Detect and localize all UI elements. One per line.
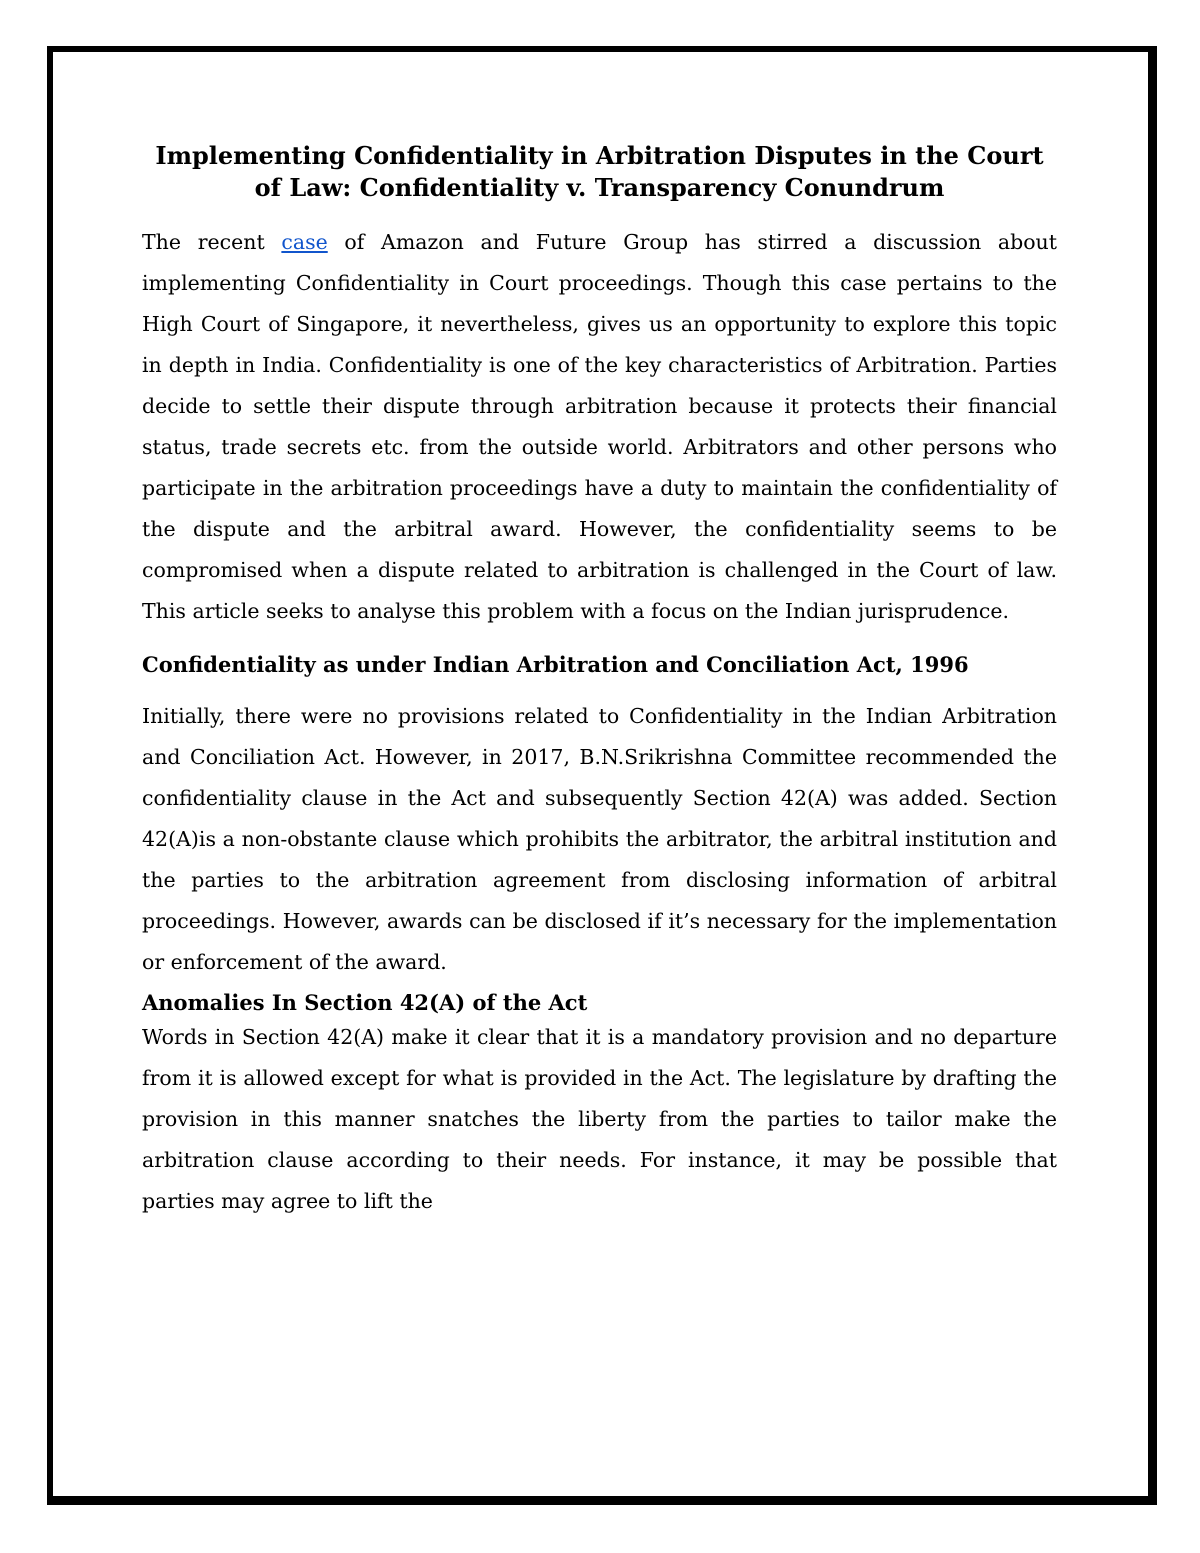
section-paragraph-anomalies: Words in Section 42(A) make it clear that it is a mandatory provision and no departure from it is allowed except for what is provided in the Act. The legislature by drafting the provision in this manner snatches the liberty from the parties to tailor make the arbitration clause according to their needs. For instance, it may be possible that parties may agree to lift the [142,1025,1057,1213]
section-heading-anomalies: Anomalies In Section 42(A) of the Act [142,990,588,1015]
section-paragraph-confidentiality: Initially, there were no provisions related to Confidentiality in the Indian Arbitration and Conciliation Act. However, in 2017, B.N.Srikrishna Committee recommended the confidentiality clause in the Act and subsequently Section 42(A) was added. Section 42(A)is a non-obstante clause which prohibits the arbitrator, the arbitral institution and the parties to the arbitration agreement from disclosing information of arbitral proceedings. However, awards can be disclosed if it’s necessary for the implementation or enforcement of the award. [142,704,1057,974]
section-heading-confidentiality: Confidentiality as under Indian Arbitration and Conciliation Act, 1996 [142,652,969,677]
document-title: Implementing Confidentiality in Arbitration Disputes in the Court of Law: Confidentiality v. Transparency Conundrum [155,141,1044,202]
case-link[interactable]: case [281,230,328,254]
intro-paragraph [142,222,1057,632]
document-body [142,140,1057,1222]
intro-text-rest: of Amazon and Future Group has stirred a discussion about implementing Confidentiality in Court proceedings. Though this case pertains to the High Court of Singapore, it nevertheless, gives us an opportunity to explore this topic in depth in India. Confidentiality is one of the key characteristics of Arbitration. Parties decide to settle their dispute through arbitration because it protects their financial status, trade secrets etc. from the outside world. Arbitrators and other persons who participate in the arbitration proceedings have a duty to maintain the confidentiality of the dispute and the arbitral award. However, the confidentiality seems to be compromised when a dispute related to arbitration is challenged in the Court of law. This article seeks to analyse this problem with a focus on the Indian jurisprudence. [142,230,1057,623]
intro-text-start: The recent [142,230,282,254]
